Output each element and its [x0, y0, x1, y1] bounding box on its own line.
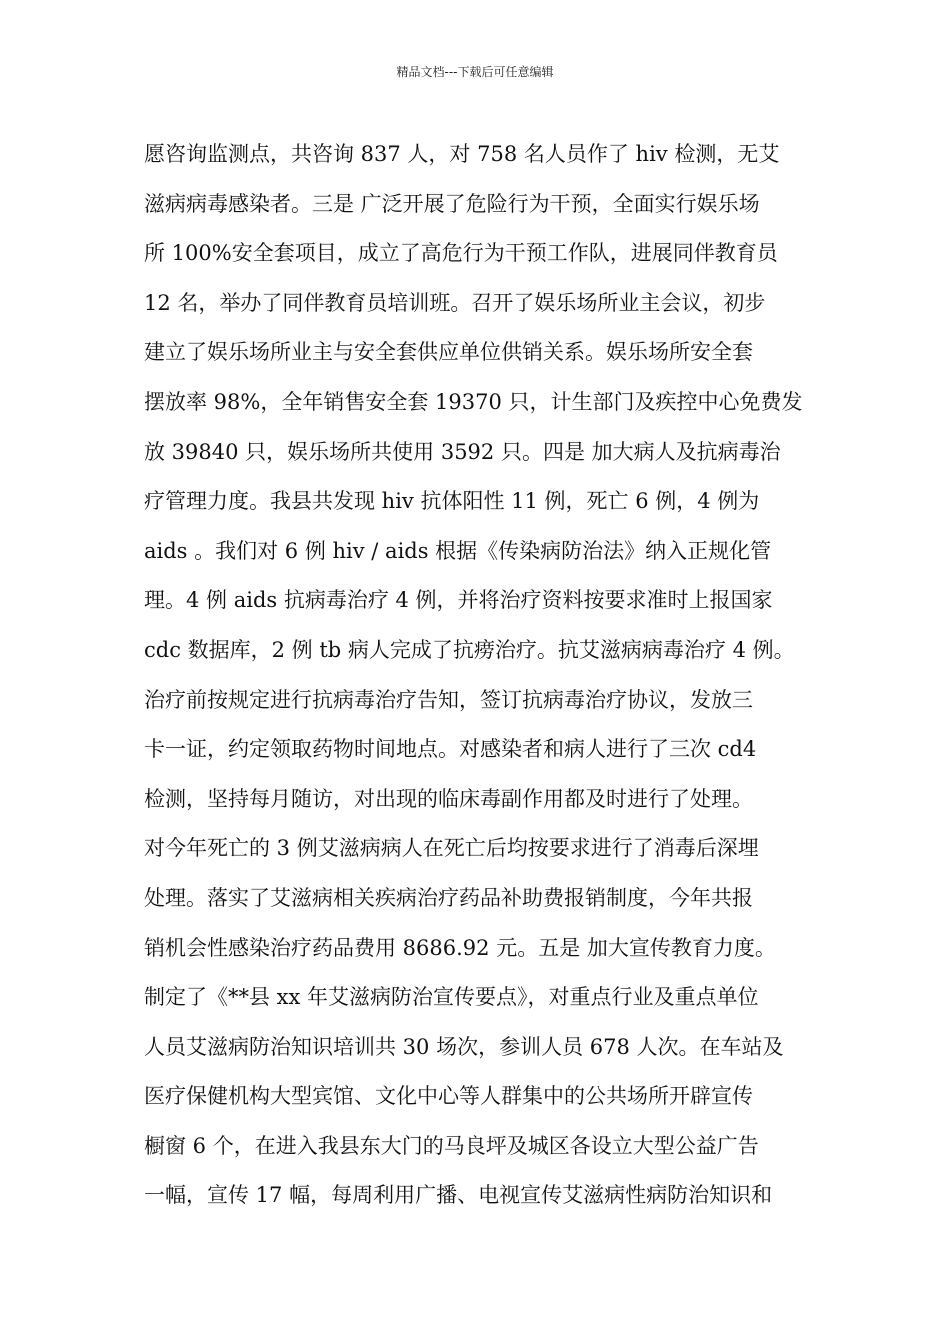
text-line: 一幅，宣传 17 幅，每周利用广播、电视宣传艾滋病性病防治知识和 [144, 1183, 773, 1208]
text-line: 建立了娱乐场所业主与安全套供应单位供销关系。娱乐场所安全套 [144, 340, 753, 365]
text-line: 愿咨询监测点，共咨询 837 人，对 758 名人员作了 hiv 检测，无艾 [144, 142, 780, 166]
text-line: 人员艾滋病防治知识培训共 30 场次，参训人员 678 人次。在车站及 [144, 1034, 784, 1059]
page-header: 精品文档---下载后可任意编辑 [396, 65, 554, 79]
text-line: 所 100%安全套项目，成立了高危行为干预工作队，进展同伴教育员 [144, 241, 778, 266]
text-line: 处理。落实了艾滋病相关疾病治疗药品补助费报销制度，今年共报 [144, 885, 753, 910]
text-line: 橱窗 6 个，在进入我县东大门的马良坪及城区各设立大型公益广告 [144, 1133, 759, 1158]
text-line: 销机会性感染治疗药品费用 8686.92 元。五是 加大宣传教育力度。 [144, 935, 776, 960]
text-line: 放 39840 只，娱乐场所共使用 3592 只。四是 加大病人及抗病毒治 [144, 439, 781, 464]
text-line: 疗管理力度。我县共发现 hiv 抗体阳性 11 例，死亡 6 例，4 例为 [144, 489, 760, 514]
text-line: 卡一证，约定领取药物时间地点。对感染者和病人进行了三次 cd4 [144, 737, 757, 762]
text-line: 检测，坚持每月随访，对出现的临床毒副作用都及时进行了处理。 [144, 786, 753, 811]
text-line: 理。4 例 aids 抗病毒治疗 4 例，并将治疗资料按要求准时上报国家 [144, 588, 773, 613]
text-line: cdc 数据库，2 例 tb 病人完成了抗痨治疗。抗艾滋病病毒治疗 4 例。 [144, 637, 795, 662]
text-line: 医疗保健机构大型宾馆、文化中心等人群集中的公共场所开辟宣传 [144, 1084, 753, 1109]
text-line: 制定了《**县 xx 年艾滋病防治宣传要点》，对重点行业及重点单位 [144, 985, 759, 1010]
text-line: aids 。我们对 6 例 hiv / aids 根据《传染病防治法》纳入正规化管 [144, 538, 772, 563]
text-line: 12 名，举办了同伴教育员培训班。召开了娱乐场所业主会议，初步 [144, 290, 766, 315]
text-line: 滋病病毒感染者。三是 广泛开展了危险行为干预，全面实行娱乐场 [144, 191, 760, 216]
text-line: 对今年死亡的 3 例艾滋病病人在死亡后均按要求进行了消毒后深埋 [144, 836, 759, 861]
body-text [144, 130, 824, 1221]
text-line: 摆放率 98%，全年销售安全套 19370 只，计生部门及疾控中心免费发 [144, 389, 803, 414]
text-line: 治疗前按规定进行抗病毒治疗告知，签订抗病毒治疗协议，发放三 [144, 687, 753, 712]
